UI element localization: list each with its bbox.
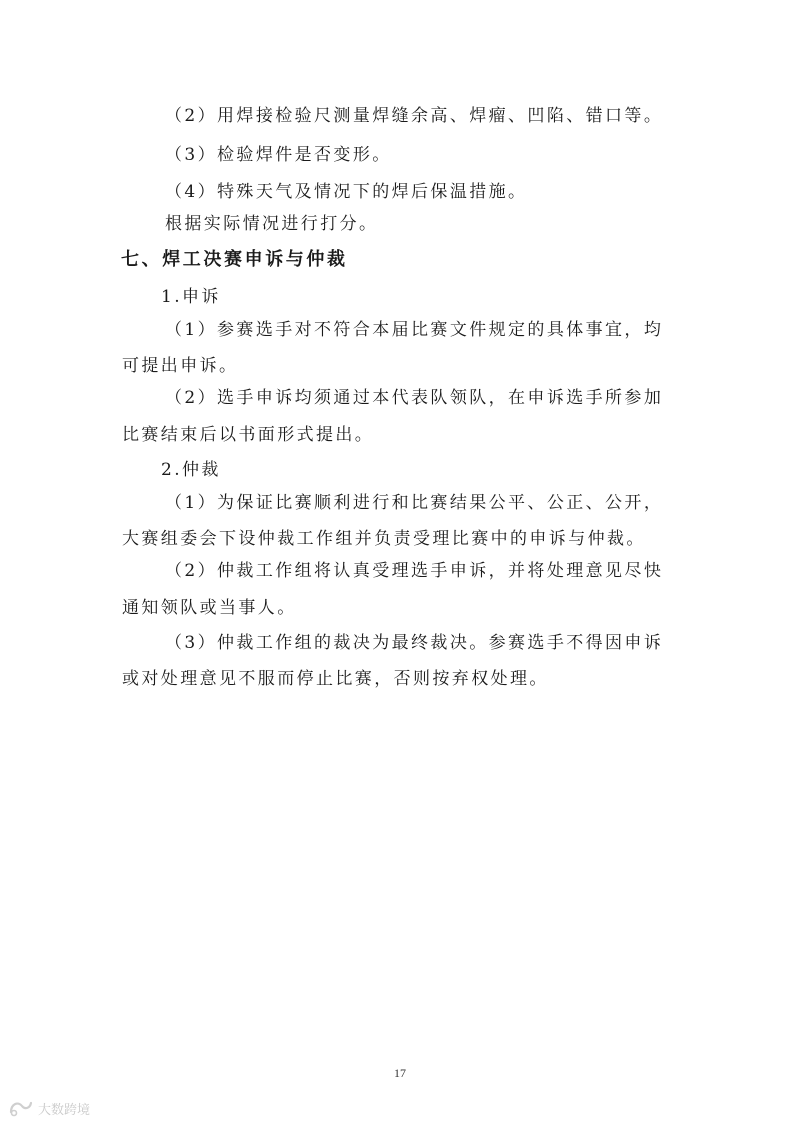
paragraph-line: 或对处理意见不服而停止比赛，否则按弃权处理。: [122, 669, 549, 689]
paragraph-line: （3）检验焊件是否变形。: [165, 145, 392, 165]
subsection-heading: 1.申诉: [161, 287, 221, 307]
paragraph-line: 通知领队或当事人。: [122, 598, 297, 618]
page-number: 17: [394, 1066, 406, 1080]
section-heading: 七、焊工决赛申诉与仲裁: [121, 249, 348, 270]
paragraph-line: （4）特殊天气及情况下的焊后保温措施。: [165, 182, 528, 202]
paragraph-line: （1）为保证比赛顺利进行和比赛结果公平、公正、公开，: [165, 493, 664, 513]
paragraph-line: （2）仲裁工作组将认真受理选手申诉，并将处理意见尽快: [165, 561, 664, 581]
watermark: [8, 1098, 90, 1118]
watermark-text: 大数跨境: [38, 1102, 91, 1118]
paragraph-line: 比赛结束后以书面形式提出。: [122, 425, 375, 445]
paragraph-line: （2）用焊接检验尺测量焊缝余高、焊瘤、凹陷、错口等。: [165, 106, 664, 126]
subsection-heading: 2.仲裁: [161, 460, 221, 480]
logo-icon: [8, 1098, 34, 1118]
paragraph-line: 大赛组委会下设仲裁工作组并负责受理比赛中的申诉与仲裁。: [122, 529, 646, 549]
paragraph-line: 根据实际情况进行打分。: [165, 214, 379, 234]
paragraph-line: （2）选手申诉均须通过本代表队领队，在申诉选手所参加: [165, 388, 664, 408]
paragraph-line: （3）仲裁工作组的裁决为最终裁决。参赛选手不得因申诉: [165, 633, 664, 653]
paragraph-line: 可提出申诉。: [122, 356, 239, 376]
paragraph-line: （1）参赛选手对不符合本届比赛文件规定的具体事宜，均: [165, 320, 664, 340]
